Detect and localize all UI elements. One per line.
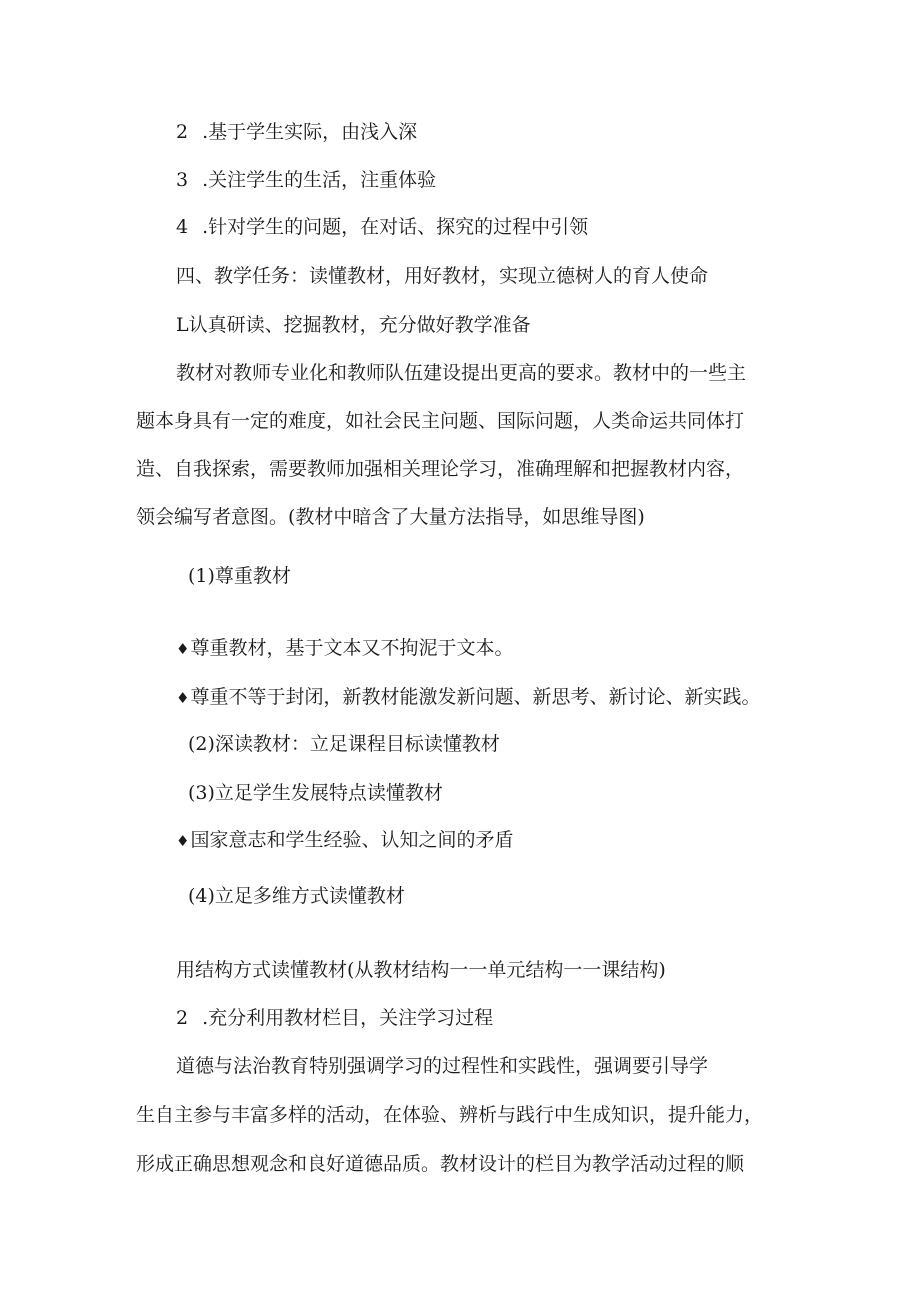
list-item-2: [176, 120, 417, 144]
point-heading-3: (3)立足学生发展特点读懂教材: [188, 782, 443, 804]
point-heading-4: (4)立足多维方式读懂教材: [188, 885, 405, 907]
list-text: .基于学生实际，由浅入深: [202, 121, 418, 143]
structure-line: 用结构方式读懂教材(从教材结构一一单元结构一一课结构): [176, 959, 666, 981]
diamond-bullet-icon: ♦: [176, 832, 190, 850]
list-number: 2: [176, 1007, 189, 1029]
bullet-text: 尊重教材，基于文本又不拘泥于文本。: [190, 637, 514, 659]
list-text: .针对学生的问题，在对话、探究的过程中引领: [202, 216, 589, 238]
paragraph-line: 生自主参与丰富多样的活动，在体验、辨析与践行中生成知识，提升能力，: [136, 1104, 764, 1126]
list-number: 4: [176, 216, 189, 238]
bullet-item: [176, 828, 513, 853]
paragraph-line: 教材对教师专业化和教师队伍建设提出更高的要求。教材中的一些主: [176, 362, 747, 384]
list-item-4: [176, 215, 588, 239]
list-number: 3: [176, 169, 189, 191]
section-heading: 四、教学任务：读懂教材，用好教材，实现立德树人的育人使命: [176, 265, 709, 287]
paragraph-line: 形成正确思想观念和良好道德品质。教材设计的栏目为教学活动过程的顺: [136, 1153, 745, 1175]
point-heading-1: (1)尊重教材: [188, 565, 291, 587]
bullet-item: [176, 685, 760, 710]
list-item-3: [176, 168, 436, 192]
bullet-text: 尊重不等于封闭，新教材能激发新问题、新思考、新讨论、新实践。: [190, 686, 761, 708]
subsection-heading-1: L认真研读、挖掘教材，充分做好教学准备: [176, 314, 531, 336]
list-text: .充分利用教材栏目，关注学习过程: [202, 1007, 494, 1029]
bullet-text: 国家意志和学生经验、认知之间的矛盾: [190, 829, 514, 851]
diamond-bullet-icon: ♦: [176, 640, 190, 658]
paragraph-line: 领会编写者意图。(教材中暗含了大量方法指导，如思维导图): [136, 506, 645, 528]
bullet-item: [176, 636, 513, 661]
paragraph-line: 题本身具有一定的难度，如社会民主问题、国际问题，人类命运共同体打: [136, 410, 745, 432]
point-heading-2: (2)深读教材：立足课程目标读懂教材: [188, 733, 500, 755]
list-number: 2: [176, 121, 189, 143]
paragraph-line: 造、自我探索，需要教师加强相关理论学习，准确理解和把握教材内容，: [136, 458, 745, 480]
list-text: .关注学生的生活，注重体验: [202, 169, 437, 191]
paragraph-line: 道德与法治教育特别强调学习的过程性和实践性，强调要引导学: [176, 1055, 709, 1077]
diamond-bullet-icon: ♦: [176, 689, 190, 707]
subsection-heading-2: [176, 1006, 493, 1030]
